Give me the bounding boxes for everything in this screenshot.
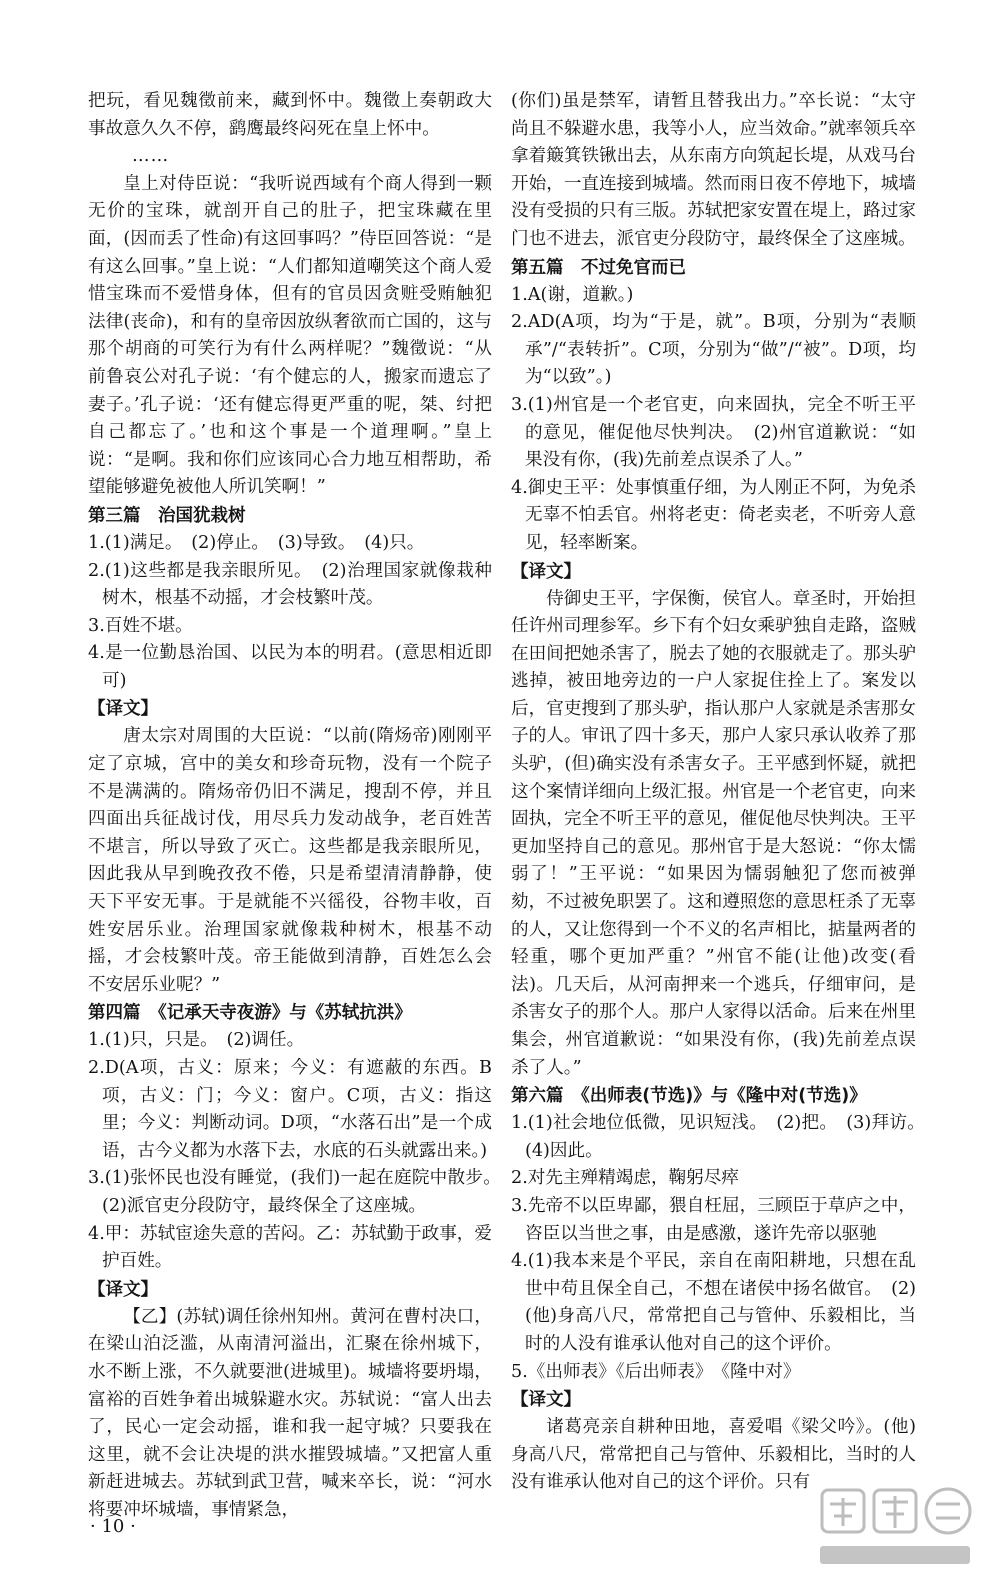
right-column [511, 88, 934, 1497]
left-column [88, 88, 510, 1525]
translation-paragraph: 诸葛亮亲自耕种田地，喜爱唱《梁父吟》。(他)身高八尺，常常把自己与管仲、乐毅相比，当时的人没有谁承认他对自己的这个评价。只有 [511, 1417, 916, 1493]
page-number: · 10 · [90, 1516, 136, 1537]
answer-item: 3.百姓不堪。 [88, 615, 193, 636]
translation-label: 【译文】 [511, 1390, 581, 1411]
section-heading: 第三篇 治国犹栽树 [88, 505, 246, 526]
translation-paragraph: 侍御史王平，字保衡，侯官人。章圣时，开始担任许州司理参军。乡下有个妇女乘驴独自走路，盗贼在田间把她杀害了，脱去了她的衣服就走了。那头驴逃掉，被田地旁边的一户人家捉住拴上了。案发以后，官吏搜到了那头驴，指认那户人家就是杀害那女子的人。审讯了四十多天，那户人家只承认收养了那头驴，(但)确实没有杀害女子。王平感到怀疑，就把这个案情详细向上级汇报。州官是一个老官吏，向来固执，完全不听王平的意见，催促他尽快判决。王平更加坚持自己的意见。那州官于是大怒说：“你太懦弱了！”王平说：“如果因为懦弱触犯了您而被弹劾，不过被免职罢了。这和遵照您的意思枉杀了无辜的人，又让您得到一个不义的名声相比，掂量两者的轻重，哪个更加严重？”州官不能(让他)改变(看法)。几天后，从河南押来一个逃兵，仔细审问，是杀害女子的那个人。那户人家得以活命。后来在州里集会，州官道歉说：“如果没有你，(我)先前差点误杀了人。” [511, 588, 916, 1078]
answer-item: 3.先帝不以臣卑鄙，猥自枉屈，三顾臣于草庐之中，咨臣以当世之事，由是感激，遂许先帝以驱驰 [511, 1195, 916, 1244]
answer-item: 3.(1)张怀民也没有睡觉，(我们)一起在庭院中散步。 (2)派官吏分段防守，最终保全了这座城。 [88, 1168, 510, 1216]
answer-item: 4.是一位勤恳治国、以民为本的明君。(意思相近即可) [88, 643, 492, 691]
answer-item: 2.D(A项，古义：原来；今义：有遮蔽的东西。B项，古义：门；今义：窗户。C项，古义：指这里；今义：判断动词。D项，“水落石出”是一个成语，古今义都为水落下去，水底的石头就露出来。) [88, 1058, 492, 1161]
section-heading: 第五篇 不过免官而已 [511, 257, 686, 278]
translation-paragraph: 皇上对侍臣说：“我听说西域有个商人得到一颗无价的宝珠，就剖开自己的肚子，把宝珠藏在里面，(因而丢了性命)有这回事吗？”侍臣回答说：“是有这么回事。”皇上说：“人们都知道嘲笑这个商人爱惜宝珠而不爱惜身体，但有的官员因贪赃受贿触犯法律(丧命)，和有的皇帝因放纵奢欲而亡国的，这与那个胡商的可笑行为有什么两样呢？”魏徵说：“从前鲁哀公对孔子说：‘有个健忘的人，搬家而遗忘了妻子。’孔子说：‘还有健忘得更严重的呢，桀、纣把自己都忘了。’也和这个事是一个道理啊。”皇上说：“是啊。我和你们应该同心合力地互相帮助，希望能够避免被他人所讥笑啊！” [88, 173, 492, 498]
translation-label: 【译文】 [88, 1279, 158, 1300]
answer-item: 4.御史王平：处事慎重仔细，为人刚正不阿，为免杀无辜不怕丢官。州将老吏：倚老卖老，不听旁人意见，轻率断案。 [511, 477, 916, 553]
answer-item: 1.(1)满足。 (2)停止。 (3)导致。 (4)只。 [88, 532, 425, 553]
paragraph: (你们)虽是禁军，请暂且替我出力。”卒长说：“太守尚且不躲避水患，我等小人，应当效命。”就率领兵卒拿着簸箕铁锹出去，从东南方向筑起长堤，从戏马台开始，一直连接到城墙。然而雨日夜不停地下，城墙没有受损的只有三版。苏轼把家安置在堤上，路过家门也不进去，派官吏分段防守，最终保全了这座城。 [511, 91, 916, 249]
answer-item: 4.甲：苏轼宦途失意的苦闷。乙：苏轼勤于政事，爱护百姓。 [88, 1223, 492, 1272]
answer-item: 4.(1)我本来是个平民，亲自在南阳耕地，只想在乱世中苟且保全自己，不想在诸侯中扬名做官。 (2)(他)身高八尺，常常把自己与管仲、乐毅相比，当时的人没有谁承认他对自己的这个评价。 [511, 1251, 916, 1354]
answer-item: 2.对先主殚精竭虑，鞠躬尽瘁 [511, 1168, 739, 1189]
answer-item: 1.(1)社会地位低微，见识短浅。 (2)把。 (3)拜访。 (4)因此。 [511, 1113, 934, 1161]
answer-item: 1.(1)只，只是。 (2)调任。 [88, 1030, 305, 1051]
translation-label: 【译文】 [88, 699, 158, 720]
answer-item: 5.《出师表》《后出师表》 《隆中对》 [511, 1361, 801, 1382]
translation-label: 【译文】 [511, 561, 581, 582]
ellipsis: …… [132, 146, 170, 167]
answer-item: 2.AD(A项，均为“于是，就”。B项，分别为“表顺承”/“表转折”。C项，分别为“做”/“被”。D项，均为“以致”。) [511, 312, 916, 388]
answer-item: 2.(1)这些都是我亲眼所见。 (2)治理国家就像栽种树木，根基不动摇，才会枝繁叶茂。 [88, 560, 492, 609]
answer-item: 3.(1)州官是一个老官吏，向来固执，完全不听王平的意见，催促他尽快判决。 (2)州官道歉说：“如果没有你，(我)先前差点误杀了人。” [511, 394, 916, 471]
watermark-logo [816, 1484, 986, 1570]
translation-paragraph: 唐太宗对周围的大臣说：“以前(隋炀帝)刚刚平定了京城，宫中的美女和珍奇玩物，没有一个院子不是满满的。隋炀帝仍旧不满足，搜刮不停，并且四面出兵征战讨伐，用尽兵力发动战争，老百姓苦不堪言，所以导致了灭亡。这些都是我亲眼所见，因此我从早到晚孜孜不倦，只是希望清清静静，使天下平安无事。于是就能不兴徭役，谷物丰收，百姓安居乐业。治理国家就像栽种树木，根基不动摇，才会枝繁叶茂。帝王能做到清静，百姓怎么会不安居乐业呢？” [88, 726, 492, 995]
section-heading: 第四篇 《记承天寺夜游》与《苏轼抗洪》 [88, 1003, 412, 1024]
translation-paragraph: 【乙】(苏轼)调任徐州知州。黄河在曹村决口，在梁山泊泛滥，从南清河溢出，汇聚在徐州城下，水不断上涨，不久就要泄(进城里)。城墙将要坍塌，富裕的百姓争着出城躲避水灾。苏轼说：“富人出去了，民心一定会动摇，谁和我一起守城？只要我在这里，就不会让决堤的洪水摧毁城墙。”又把富人重新赶进城去。苏轼到武卫营，喊来卒长，说：“河水将要冲坏城墙，事情紧急， [88, 1306, 492, 1520]
answer-item: 1.A(谢，道歉。) [511, 284, 634, 305]
paragraph: 把玩，看见魏徵前来，藏到怀中。魏徵上奏朝政大事故意久久不停，鹞鹰最终闷死在皇上怀中。 [88, 91, 492, 139]
section-heading: 第六篇 《出师表(节选)》与《隆中对(节选)》 [511, 1086, 867, 1107]
